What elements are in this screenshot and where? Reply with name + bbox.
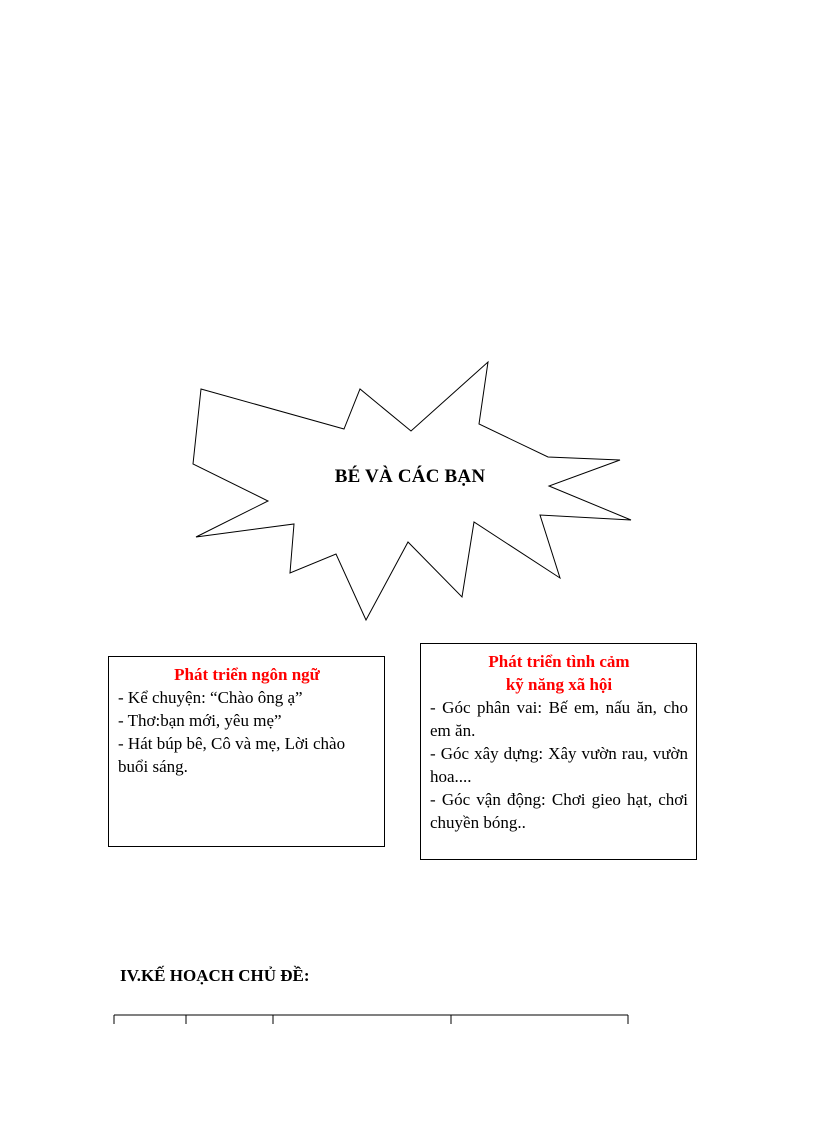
social-item-movement: - Góc vận động: Chơi gieo hạt, chơi chuyền bóng..: [430, 790, 688, 832]
plan-table-header: [112, 1012, 632, 1026]
topic-title: BÉ VÀ CÁC BẠN: [334, 466, 486, 487]
language-box-title: Phát triển ngôn ngữ: [174, 665, 320, 684]
plan-section-heading: IV.KẾ HOẠCH CHỦ ĐỀ:: [120, 966, 310, 985]
language-item-story: - Kể chuyện: “Chào ông ạ”: [118, 688, 303, 707]
social-development-box: [420, 643, 697, 860]
social-box-title-line1: Phát triển tình cảm: [488, 652, 630, 671]
language-development-box: [108, 656, 385, 847]
social-box-title-line2: kỹ năng xã hội: [505, 675, 613, 694]
social-item-building: - Góc xây dựng: Xây vườn rau, vườn hoa....: [430, 744, 688, 786]
language-item-poem: - Thơ:bạn mới, yêu mẹ”: [118, 711, 282, 730]
language-item-songs: - Hát búp bê, Cô và mẹ, Lời chào buổi sáng.: [118, 734, 346, 776]
social-item-role-play: - Góc phân vai: Bế em, nấu ăn, cho em ăn.: [430, 698, 688, 740]
